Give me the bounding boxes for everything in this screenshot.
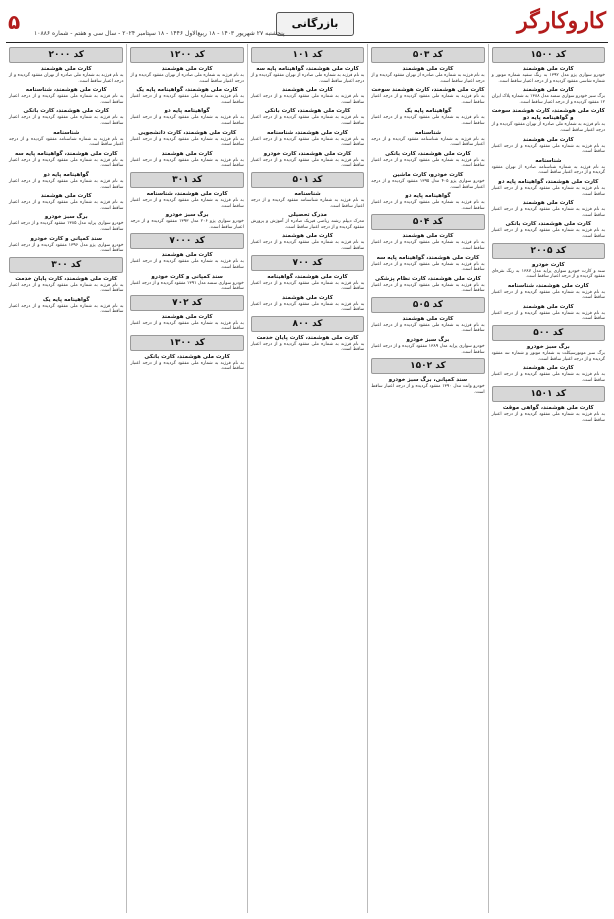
ad-text: به نام فرزند به شماره ملی مفقود گردیده و از درجه اعتبار ساقط است. xyxy=(371,240,485,251)
ad-title: کارت ملی هوشمند، کارت هوشمند سوخت xyxy=(371,87,485,94)
classified-ad xyxy=(9,297,123,315)
ad-text: خودرو سواری پراید مدل ۱۳۸۵ مفقود گردیده و از درجه اعتبار ساقط است. xyxy=(9,221,124,232)
classified-ad xyxy=(130,151,243,169)
ad-text: به نام فرزند به شماره ملی مفقود گردیده و از درجه اعتبار ساقط است. xyxy=(491,412,605,424)
classified-ad xyxy=(371,87,484,105)
ad-title: کارت ملی هوشمند، کارت خودرو xyxy=(263,150,352,157)
ad-text: به نام فرزند به شماره ملی مفقود گردیده و از درجه اعتبار ساقط است. xyxy=(491,289,605,301)
ad-text: به نام فرزند به شماره ملی صادره از تهران مفقود گردیده و از درجه اعتبار ساقط است. xyxy=(371,73,485,84)
ad-title: شناسنامه xyxy=(294,190,321,197)
ad-text: به نام فرزند به شماره ملی مفقود گردیده و از درجه اعتبار ساقط است. xyxy=(371,157,485,169)
classified-ad xyxy=(251,191,364,209)
ad-text: به نام فرزند به شماره ملی مفقود گردیده و از درجه اعتبار ساقط است. xyxy=(130,259,244,270)
ad-text: به نام فرزند به شماره ملی مفقود گردیده و از درجه اعتبار ساقط است. xyxy=(9,282,124,294)
ad-text: به نام فرزند به شماره ملی مفقود گردیده و از درجه اعتبار ساقط است. xyxy=(250,94,365,105)
classified-ad xyxy=(9,193,123,211)
ad-title: کارت ملی هوشمند xyxy=(402,315,454,322)
classified-ad xyxy=(251,335,364,353)
ad-title: کارت ملی هوشمند xyxy=(402,233,454,240)
masthead xyxy=(6,8,608,43)
ad-text: مدرک دیپلم رشته ریاضی فیزیک صادره از آموزش و پرورش مفقود گردیده و از درجه اعتبار ساقط است. xyxy=(250,219,365,230)
ad-code-header: کد ۵۰۵ xyxy=(371,297,484,313)
classified-ad xyxy=(9,236,123,254)
ad-column xyxy=(488,44,608,913)
classified-ad xyxy=(251,66,364,84)
ad-code-header: کد ۱۲۰۰ xyxy=(130,47,243,63)
classified-ad xyxy=(371,193,484,211)
classified-ad xyxy=(371,151,484,169)
ad-text: به نام فرزند به شماره ملی مفقود گردیده و از درجه اعتبار ساقط است. xyxy=(371,261,485,273)
ad-text: به نام فرزند به شماره ملی صادره از تهران مفقود گردیده و از درجه اعتبار ساقط است. xyxy=(130,73,244,84)
ad-title: گواهینامه پایه یک xyxy=(42,296,90,303)
ad-title: کارت ملی هوشمند xyxy=(161,252,213,259)
ad-text: به نام فرزند به شماره ملی مفقود گردیده و از درجه اعتبار ساقط است. xyxy=(9,115,124,126)
ad-text: خودرو سواری پژو ۲۰۶ مدل ۱۳۹۳ مفقود گردیده و از درجه اعتبار ساقط است. xyxy=(130,219,244,230)
classified-ad xyxy=(130,130,243,148)
ad-text: به نام فرزند به شماره ملی مفقود گردیده و از درجه اعتبار ساقط است. xyxy=(250,280,365,292)
ad-text: به نام فرزند به شماره ملی مفقود گردیده و از درجه اعتبار ساقط است. xyxy=(491,310,605,322)
ad-text: به نام فرزند به شماره ملی مفقود گردیده و از درجه اعتبار ساقط است. xyxy=(130,320,244,332)
ad-column xyxy=(247,44,367,913)
ad-text: به نام فرزند به شماره شناسنامه مفقود گردیده و از درجه اعتبار ساقط است. xyxy=(250,197,365,209)
classified-ad xyxy=(9,214,123,232)
ad-title: سند کمپانی و کارت خودرو xyxy=(30,235,102,242)
classified-ad xyxy=(492,108,605,133)
ad-text: به نام فرزند به شماره ملی صادره از تهران مفقود گردیده و از درجه اعتبار ساقط است. xyxy=(9,73,124,84)
ad-title: گواهینامه پایه دو xyxy=(405,193,451,200)
ad-title: کارت ملی هوشمند، کارت بانکی xyxy=(23,108,110,115)
classified-ad xyxy=(371,66,484,84)
ad-title: کارت ملی هوشمند، کارت پایان خدمت xyxy=(256,334,359,341)
ad-title: کارت ملی هوشمند، کارت بانکی xyxy=(264,108,351,115)
ad-title: کارت ملی هوشمند xyxy=(40,193,92,200)
ad-title: کارت ملی هوشمند xyxy=(402,66,454,72)
classified-ad xyxy=(9,66,123,84)
classified-ad xyxy=(371,316,484,334)
classified-ad xyxy=(492,283,605,301)
ad-title: برگ سبز خودرو xyxy=(526,344,570,351)
ad-code-header: کد ۲۰۰۵ xyxy=(492,243,605,259)
ad-text: به نام فرزند به شماره ملی مفقود گردیده و از درجه اعتبار ساقط است. xyxy=(9,94,124,105)
ad-title: کارت ملی هوشمند، گواهینامه پایه سه xyxy=(256,66,359,72)
classified-ad xyxy=(492,158,605,176)
classified-ad xyxy=(492,179,605,197)
ad-title: کارت ملی هوشمند، گواهینامه پایه سه xyxy=(14,150,118,157)
ad-title: کارت ملی هوشمند، شناسنامه xyxy=(267,129,348,136)
ad-text: خودرو سواری پراید مدل ۱۳۸۹ مفقود گردیده و از درجه اعتبار ساقط است. xyxy=(371,344,485,355)
ad-text: به نام فرزند به شماره ملی مفقود گردیده و از درجه اعتبار ساقط است. xyxy=(371,200,485,211)
ad-title: کارت ملی هوشمند xyxy=(522,303,574,310)
classified-ad xyxy=(492,262,605,280)
ad-text: سند و کارت خودرو سواری پراید مدل ۱۳۸۷ به رنگ نقره‌ای مفقود گردیده و از درجه اعتبار ساقط است. xyxy=(491,268,605,280)
ad-title: کارت ملی هوشمند، شناسنامه xyxy=(25,87,107,94)
classified-ad xyxy=(492,87,605,105)
ad-code-header: کد ۲۰۰۰ xyxy=(9,47,123,63)
ad-text: به نام فرزند به شماره ملی صادره از تهران مفقود گردیده و از درجه اعتبار ساقط است. xyxy=(250,73,365,84)
ad-text: به نام فرزند به شماره ملی مفقود گردیده و از درجه اعتبار ساقط است. xyxy=(250,341,365,353)
ad-title: کارت ملی هوشمند، کارت پایان خدمت xyxy=(15,275,118,282)
classified-ad xyxy=(9,276,123,294)
ad-title: کارت ملی هوشمند، کارت نظام پزشکی xyxy=(375,275,481,282)
classified-ad xyxy=(251,87,364,105)
classified-ad xyxy=(130,274,243,292)
ad-title: شناسنامه xyxy=(414,129,441,136)
ad-title: کارت ملی هوشمند xyxy=(522,200,574,207)
ad-text: به نام فرزند به شماره ملی مفقود گردیده و از درجه اعتبار ساقط است. xyxy=(250,301,365,313)
ad-text: به نام فرزند به شماره ملی مفقود گردیده و از درجه اعتبار ساقط است. xyxy=(371,322,485,334)
ad-text: به نام فرزند به شماره ملی مفقود گردیده و از درجه اعتبار ساقط است. xyxy=(491,228,605,239)
classified-ad xyxy=(492,304,605,322)
ad-text: به نام فرزند به شماره ملی صادره از تهران مفقود گردیده و از درجه اعتبار ساقط است. xyxy=(491,122,605,133)
ad-title: کارت خودرو xyxy=(531,261,565,268)
classified-ad xyxy=(251,233,364,251)
classified-ad xyxy=(492,405,605,423)
ad-text: به نام فرزند به شماره شناسنامه صادره از تهران مفقود گردیده و از درجه اعتبار ساقط است. xyxy=(491,164,605,176)
ad-code-header: کد ۵۰۰ xyxy=(492,325,605,341)
ad-title: کارت ملی هوشمند، شناسنامه xyxy=(507,282,589,289)
ad-text: به نام فرزند به شماره ملی مفقود گردیده و از درجه اعتبار ساقط است. xyxy=(130,94,244,105)
ad-text: به نام فرزند به شماره ملی مفقود گردیده و از درجه اعتبار ساقط است. xyxy=(9,200,124,211)
classified-ad xyxy=(130,66,243,84)
ad-code-header: کد ۵۰۴ xyxy=(371,214,484,230)
ad-title: کارت ملی هوشمند xyxy=(522,136,574,143)
ad-title: کارت ملی هوشمند xyxy=(161,150,213,157)
ad-text: خودرو سواری پژو مدل ۱۳۹۶ مفقود گردیده و از درجه اعتبار ساقط است. xyxy=(9,242,124,254)
ad-text: به نام فرزند به شماره ملی مفقود گردیده و از درجه اعتبار ساقط است. xyxy=(250,240,365,251)
ad-text: به نام فرزند به شماره ملی مفقود گردیده و از درجه اعتبار ساقط است. xyxy=(130,360,244,372)
classified-ad xyxy=(492,221,605,239)
classified-ad xyxy=(492,200,605,218)
classified-ad xyxy=(371,276,484,294)
ad-text: به نام فرزند به شماره ملی مفقود گردیده و از درجه اعتبار ساقط است. xyxy=(491,185,605,197)
classified-ad xyxy=(9,151,123,169)
ad-title: کارت ملی هوشمند، گواهینامه پایه سه xyxy=(376,254,480,261)
ad-title: کارت ملی هوشمند xyxy=(282,294,333,301)
dateline: پنجشنبه ۲۷ شهریور ۱۴۰۳ - ۱۸ ربیع‌الاول ۱۴۴۶ - ۱۸ سپتامبر ۲۰۲۴ - سال سی و هفتم - شماره ۱۰۸۸۶ xyxy=(34,30,285,37)
ad-text: به نام فرزند به شماره ملی مفقود گردیده و از درجه اعتبار ساقط است. xyxy=(371,94,485,105)
classified-ad xyxy=(371,233,484,251)
ad-title: کارت ملی هوشمند xyxy=(522,87,574,94)
classified-ad xyxy=(251,295,364,313)
ad-text: به نام فرزند به شماره شناسنامه مفقود گردیده و از درجه اعتبار ساقط است. xyxy=(9,136,124,148)
ad-code-header: کد ۸۰۰ xyxy=(251,316,364,332)
classified-ad xyxy=(130,87,243,105)
classified-ad xyxy=(130,191,243,209)
ad-title: کارت ملی هوشمند xyxy=(161,313,213,320)
classified-ad xyxy=(251,130,364,148)
ad-title: گواهینامه پایه یک xyxy=(404,108,452,115)
ad-text: به نام فرزند به شماره ملی مفقود گردیده و از درجه اعتبار ساقط است. xyxy=(371,282,485,294)
classified-ad xyxy=(130,354,243,372)
classified-ad xyxy=(371,337,484,355)
classified-ad xyxy=(251,151,364,169)
classified-ad xyxy=(251,212,364,230)
ad-text: به نام فرزند به شماره ملی مفقود گردیده و از درجه اعتبار ساقط است. xyxy=(9,157,124,169)
ad-code-header: کد ۵۰۳ xyxy=(371,47,484,63)
ad-text: به نام فرزند به شماره ملی مفقود گردیده و از درجه اعتبار ساقط است. xyxy=(9,303,124,315)
classified-ad xyxy=(251,274,364,292)
ad-title: شناسنامه xyxy=(53,129,80,136)
ad-code-header: کد ۳۰۱ xyxy=(130,172,243,188)
ad-title: کارت ملی هوشمند xyxy=(161,66,213,72)
ad-text: به نام فرزند به شماره ملی مفقود گردیده و از درجه اعتبار ساقط است. xyxy=(130,115,244,126)
ad-code-header: کد ۷۰۰ xyxy=(251,255,364,271)
classified-ad xyxy=(371,172,484,190)
ad-title: کارت ملی هوشمند، شناسنامه xyxy=(146,190,228,197)
ad-column xyxy=(367,44,487,913)
ad-column xyxy=(126,44,246,913)
classified-ad xyxy=(9,130,123,148)
ad-title: کارت ملی هوشمند xyxy=(282,87,333,94)
ad-code-header: کد ۱۳۰۰ xyxy=(130,335,243,351)
classified-ad xyxy=(9,108,123,126)
ad-column xyxy=(6,44,126,913)
ad-title: کارت ملی هوشمند، کارت بانکی xyxy=(144,353,230,360)
classified-ad xyxy=(492,66,605,84)
ad-code-header: کد ۱۵۰۰ xyxy=(492,47,605,63)
ad-title: کارت خودرو، کارت ماشین xyxy=(392,171,464,178)
classified-ad xyxy=(130,108,243,126)
ad-code-header: کد ۵۰۱ xyxy=(251,172,364,188)
ad-title: کارت ملی هوشمند، گواهینامه xyxy=(267,273,348,280)
ad-text: به نام فرزند به شماره ملی مفقود گردیده و از درجه اعتبار ساقط است. xyxy=(250,157,365,169)
ad-text: خودرو وانت مدل ۱۳۹۰ مفقود گردیده و از درجه اعتبار ساقط است. xyxy=(371,384,485,395)
classified-ad xyxy=(251,108,364,126)
classified-ad xyxy=(371,130,484,148)
ad-title: شناسنامه xyxy=(535,157,562,164)
paper-logo: کاروکارگر xyxy=(517,8,606,34)
ad-columns xyxy=(6,44,608,913)
ad-code-header: کد ۷۰۰۰ xyxy=(130,233,243,249)
ad-code-header: کد ۱۵۰۲ xyxy=(371,358,484,374)
ad-title: کارت ملی هوشمند، کارت بانکی xyxy=(385,150,471,157)
ad-code-header: کد ۱۵۰۱ xyxy=(492,386,605,402)
classified-ad xyxy=(130,212,243,230)
ad-title: کارت ملی هوشمند xyxy=(522,66,574,72)
ad-title: گواهینامه پایه دو xyxy=(43,171,89,178)
ad-text: به نام فرزند به شماره شناسنامه مفقود گردیده و از درجه اعتبار ساقط است. xyxy=(371,136,485,148)
ad-text: به نام فرزند به شماره ملی مفقود گردیده و از درجه اعتبار ساقط است. xyxy=(491,372,605,383)
ad-text: به نام فرزند به شماره ملی مفقود گردیده و از درجه اعتبار ساقط است. xyxy=(250,115,365,126)
ad-text: برگ سبز موتورسیکلت به شماره موتور و شماره تنه مفقود گردیده و از درجه اعتبار ساقط است. xyxy=(491,351,605,362)
ad-text: به نام فرزند به شماره ملی مفقود گردیده و از درجه اعتبار ساقط است. xyxy=(491,207,605,218)
section-title: بازرگانی xyxy=(276,12,354,36)
ad-text: خودرو سواری سمند مدل ۱۳۹۱ مفقود گردیده و از درجه اعتبار ساقط است. xyxy=(130,280,244,292)
ad-text: به نام فرزند به شماره ملی مفقود گردیده و از درجه اعتبار ساقط است. xyxy=(130,136,244,148)
ad-title: کارت ملی هوشمند xyxy=(282,233,333,240)
ad-title: کارت ملی هوشمند، گواهی موقت xyxy=(502,405,594,412)
ad-title: کارت ملی هوشمند، گواهینامه پایه دو xyxy=(498,178,599,185)
ad-title: برگ سبز خودرو xyxy=(44,214,88,221)
ad-title: کارت ملی هوشمند، کارت هوشمند سوخت و گواهینامه پایه دو xyxy=(491,108,605,122)
ad-title: کارت ملی هوشمند، کارت دانشجویی xyxy=(138,129,237,136)
classified-ad xyxy=(492,137,605,155)
classified-ad xyxy=(371,255,484,273)
ad-text: به نام فرزند به شماره ملی مفقود گردیده و از درجه اعتبار ساقط است. xyxy=(9,178,124,190)
ad-title: برگ سبز خودرو xyxy=(406,337,450,344)
classified-ad xyxy=(371,108,484,126)
ad-title: کارت ملی هوشمند xyxy=(522,365,574,372)
classified-ad xyxy=(371,377,484,395)
ad-text: خودرو سواری پژو ۴۰۵ مدل ۱۳۹۵ مفقود گردیده و از درجه اعتبار ساقط است. xyxy=(371,178,485,190)
ad-title: کارت ملی هوشمند xyxy=(40,66,92,72)
ad-text: به نام فرزند به شماره ملی مفقود گردیده و از درجه اعتبار ساقط است. xyxy=(130,157,244,169)
ad-text: به نام فرزند به شماره ملی مفقود گردیده و از درجه اعتبار ساقط است. xyxy=(371,115,485,126)
ad-title: سند کمپانی و کارت خودرو xyxy=(151,273,223,280)
classified-ad xyxy=(492,365,605,383)
ad-text: به نام فرزند به شماره ملی مفقود گردیده و از درجه اعتبار ساقط است. xyxy=(250,136,365,148)
ad-title: کارت ملی هوشمند، کارت بانکی xyxy=(505,221,592,228)
classified-ad xyxy=(492,344,605,362)
ad-code-header: کد ۳۰۰ xyxy=(9,257,123,273)
ad-text: به نام فرزند به شماره ملی مفقود گردیده و از درجه اعتبار ساقط است. xyxy=(130,197,244,209)
ad-code-header: کد ۱۰۱ xyxy=(251,47,364,63)
ad-text: به نام فرزند به شماره ملی مفقود گردیده و از درجه اعتبار ساقط است. xyxy=(491,143,605,155)
ad-title: کارت ملی هوشمند، گواهینامه پایه یک xyxy=(136,87,238,94)
classified-ad xyxy=(130,314,243,332)
classified-ad xyxy=(130,252,243,270)
ad-title: مدرک تحصیلی xyxy=(288,212,327,219)
ad-title: گواهینامه پایه دو xyxy=(164,108,210,115)
ad-title: سند کمپانی، برگ سبز خودرو xyxy=(388,377,468,384)
classified-ad xyxy=(9,87,123,105)
ad-text: برگ سبز خودرو سواری سمند مدل ۱۳۸۸ به شماره پلاک ایران ۱۲ مفقود گردیده و از درجه اعتبار ساقط است. xyxy=(491,94,605,105)
ad-text: خودرو سواری پژو مدل ۱۳۹۲ به رنگ سفید شماره موتور و شماره شاسی مفقود گردیده و از درجه اعتبار ساقط است. xyxy=(491,73,605,84)
ad-title: برگ سبز خودرو xyxy=(165,212,209,219)
ad-code-header: کد ۷۰۲ xyxy=(130,295,243,311)
classified-ad xyxy=(9,172,123,190)
page-number: ۵ xyxy=(8,10,21,34)
